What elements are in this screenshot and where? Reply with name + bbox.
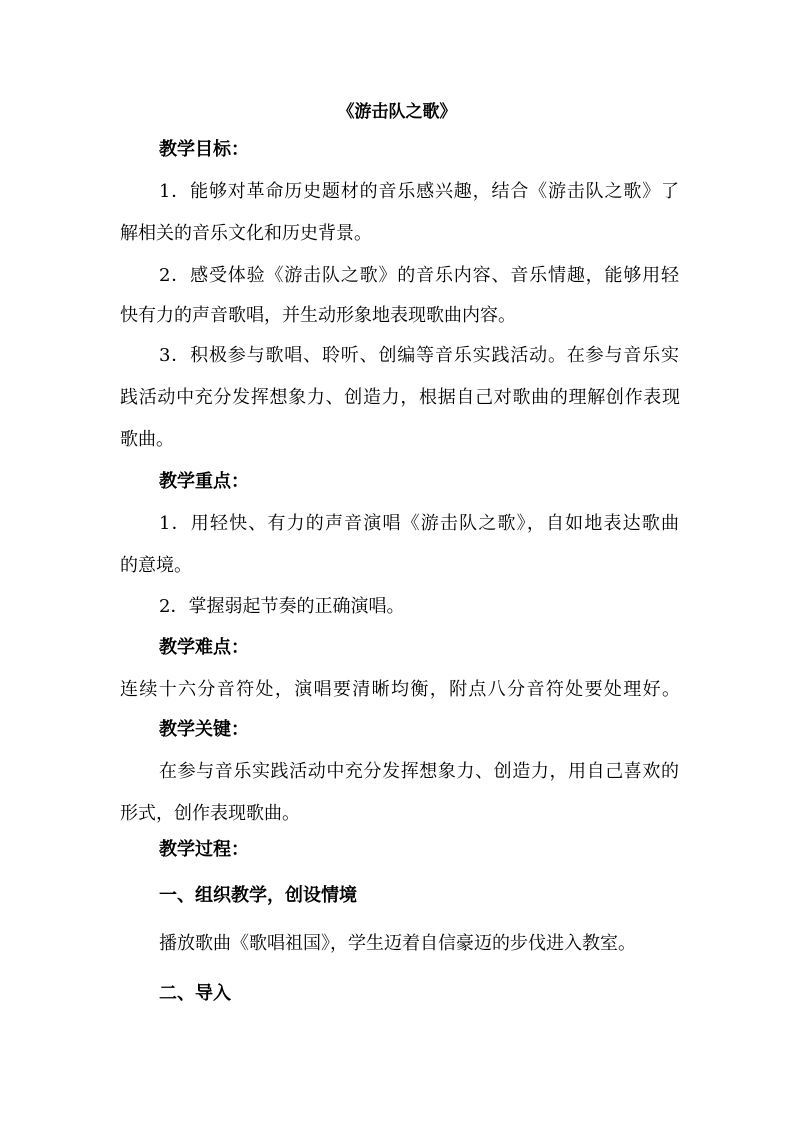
- teaching-key-line-1: 在参与音乐实践活动中充分发挥想象力、创造力，用自己喜欢的: [159, 761, 679, 782]
- difficulties-text: 连续十六分音符处，演唱要清晰均衡，附点八分音符处要处理好。: [120, 679, 680, 700]
- key-point-2: 2．掌握弱起节奏的正确演唱。: [159, 596, 405, 617]
- process-heading: 教学过程：: [159, 839, 249, 860]
- key-points-heading: 教学重点：: [159, 471, 249, 492]
- teaching-key-heading: 教学关键：: [159, 719, 249, 740]
- document-title: 《游击队之歌》: [337, 102, 457, 122]
- objectives-heading: 教学目标：: [159, 139, 249, 160]
- objective-3-line-1: 3．积极参与歌唱、聆听、创编等音乐实践活动。在参与音乐实: [159, 345, 679, 366]
- objective-3-line-2: 践活动中充分发挥想象力、创造力，根据自己对歌曲的理解创作表现: [120, 387, 680, 408]
- objective-2-line-1: 2．感受体验《游击队之歌》的音乐内容、音乐情趣，能够用轻: [159, 265, 679, 286]
- objective-1-line-1: 1．能够对革命历史题材的音乐感兴趣，结合《游击队之歌》了: [159, 181, 679, 202]
- key-point-1-line-1: 1．用轻快、有力的声音演唱《游击队之歌》，自如地表达歌曲: [159, 513, 679, 534]
- objective-3-line-3: 歌曲。: [120, 429, 174, 450]
- process-section-2-heading: 二、导入: [159, 983, 231, 1004]
- process-section-1-heading: 一、组织教学，创设情境: [159, 885, 357, 906]
- process-section-1-text: 播放歌曲《歌唱祖国》，学生迈着自信豪迈的步伐进入教室。: [159, 933, 636, 954]
- difficulties-heading: 教学难点：: [159, 637, 249, 658]
- objective-1-line-2: 解相关的音乐文化和历史背景。: [120, 223, 372, 244]
- teaching-key-line-2: 形式，创作表现歌曲。: [120, 803, 300, 824]
- key-point-1-line-2: 的意境。: [120, 555, 192, 576]
- objective-2-line-2: 快有力的声音歌唱，并生动形象地表现歌曲内容。: [120, 305, 516, 326]
